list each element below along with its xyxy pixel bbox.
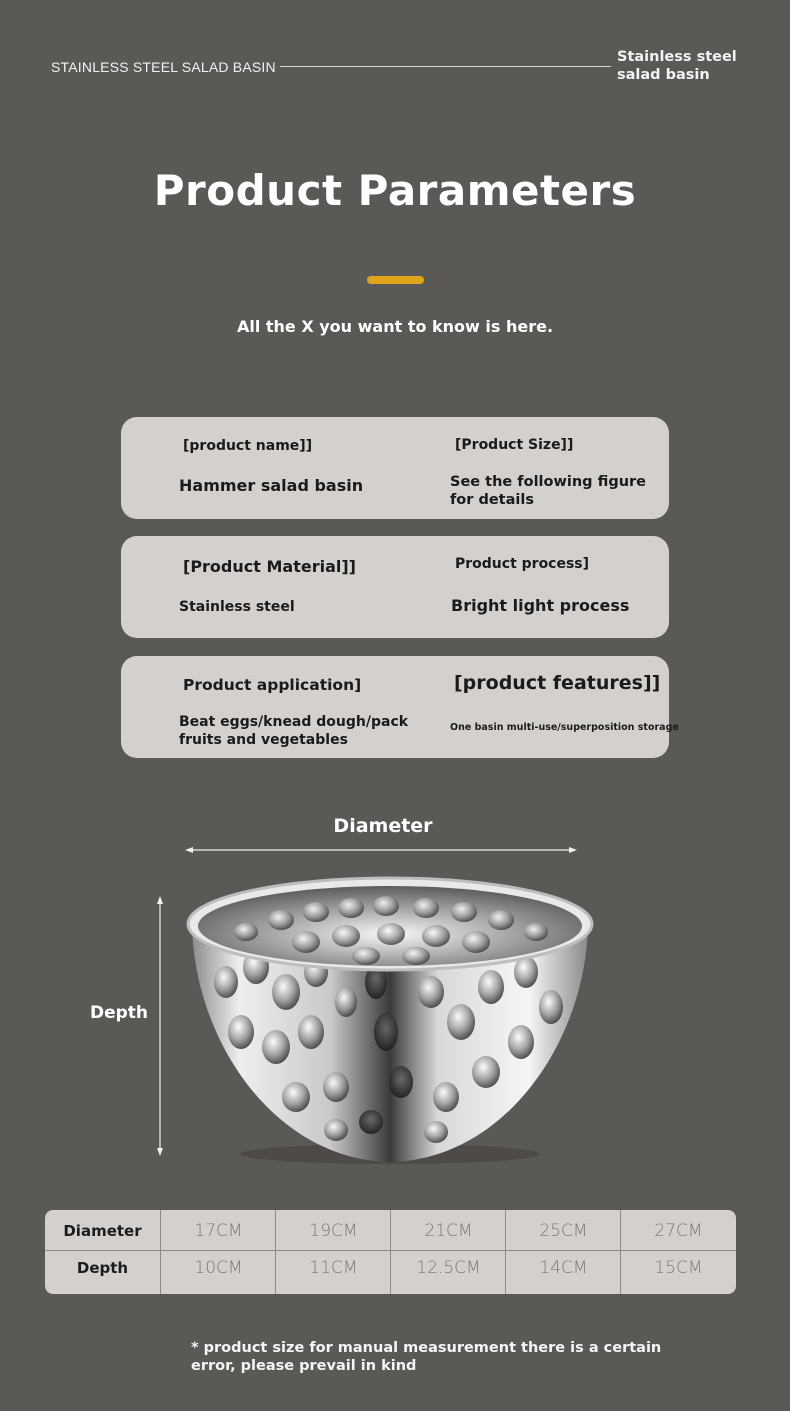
param-card-name-size xyxy=(121,417,669,519)
diameter-arrow xyxy=(185,843,577,857)
product-material-value: Stainless steel xyxy=(179,599,295,615)
depth-arrow xyxy=(153,896,167,1156)
product-size-title: [Product Size]] xyxy=(455,437,574,453)
measurement-note: * product size for manual measurement there is a certain error, please prevail in kind xyxy=(191,1340,662,1374)
table-cell: 14CM xyxy=(539,1258,588,1278)
page-title: Product Parameters xyxy=(153,166,637,215)
table-cell: 19CM xyxy=(309,1221,358,1241)
header-caption: Stainless steel salad basin xyxy=(617,49,737,83)
table-cell: 27CM xyxy=(654,1221,703,1241)
product-size-value: See the following figure for details xyxy=(450,474,647,508)
product-application-value: Beat eggs/knead dough/pack fruits and vegetables xyxy=(179,714,409,748)
table-divider xyxy=(505,1210,506,1294)
accent-bar xyxy=(367,276,424,284)
depth-label: Depth xyxy=(90,1003,149,1023)
param-card-application-features xyxy=(121,656,679,758)
product-features-value: One basin multi-use/superposition storage xyxy=(450,722,679,733)
table-cell: 10CM xyxy=(194,1258,243,1278)
row-header-depth: Depth xyxy=(76,1259,129,1277)
table-divider xyxy=(160,1210,161,1294)
row-header-diameter: Diameter xyxy=(63,1222,142,1240)
diameter-label: Diameter xyxy=(333,815,433,837)
product-features-title: [product features]] xyxy=(454,672,661,694)
table-divider xyxy=(390,1210,391,1294)
table-divider xyxy=(620,1210,621,1294)
table-cell: 21CM xyxy=(424,1221,473,1241)
table-cell: 11CM xyxy=(309,1258,358,1278)
size-table xyxy=(45,1210,736,1294)
brand-tagline: STAINLESS STEEL SALAD BASIN xyxy=(51,59,276,75)
header-divider xyxy=(280,66,611,67)
table-cell: 15CM xyxy=(654,1258,703,1278)
param-card-material-process xyxy=(121,536,669,638)
table-cell: 17CM xyxy=(194,1221,243,1241)
table-cell: 25CM xyxy=(539,1221,588,1241)
product-application-title: Product application] xyxy=(183,676,362,694)
product-name-value: Hammer salad basin xyxy=(179,476,364,495)
page-subtitle: All the X you want to know is here. xyxy=(236,317,554,336)
product-name-title: [product name]] xyxy=(183,438,313,454)
product-process-title: Product process] xyxy=(455,556,590,572)
product-process-value: Bright light process xyxy=(451,596,630,615)
hammered-bowl-image xyxy=(186,872,594,1168)
table-cell: 12.5CM xyxy=(416,1258,481,1278)
product-material-title: [Product Material]] xyxy=(183,557,356,576)
table-divider xyxy=(275,1210,276,1294)
